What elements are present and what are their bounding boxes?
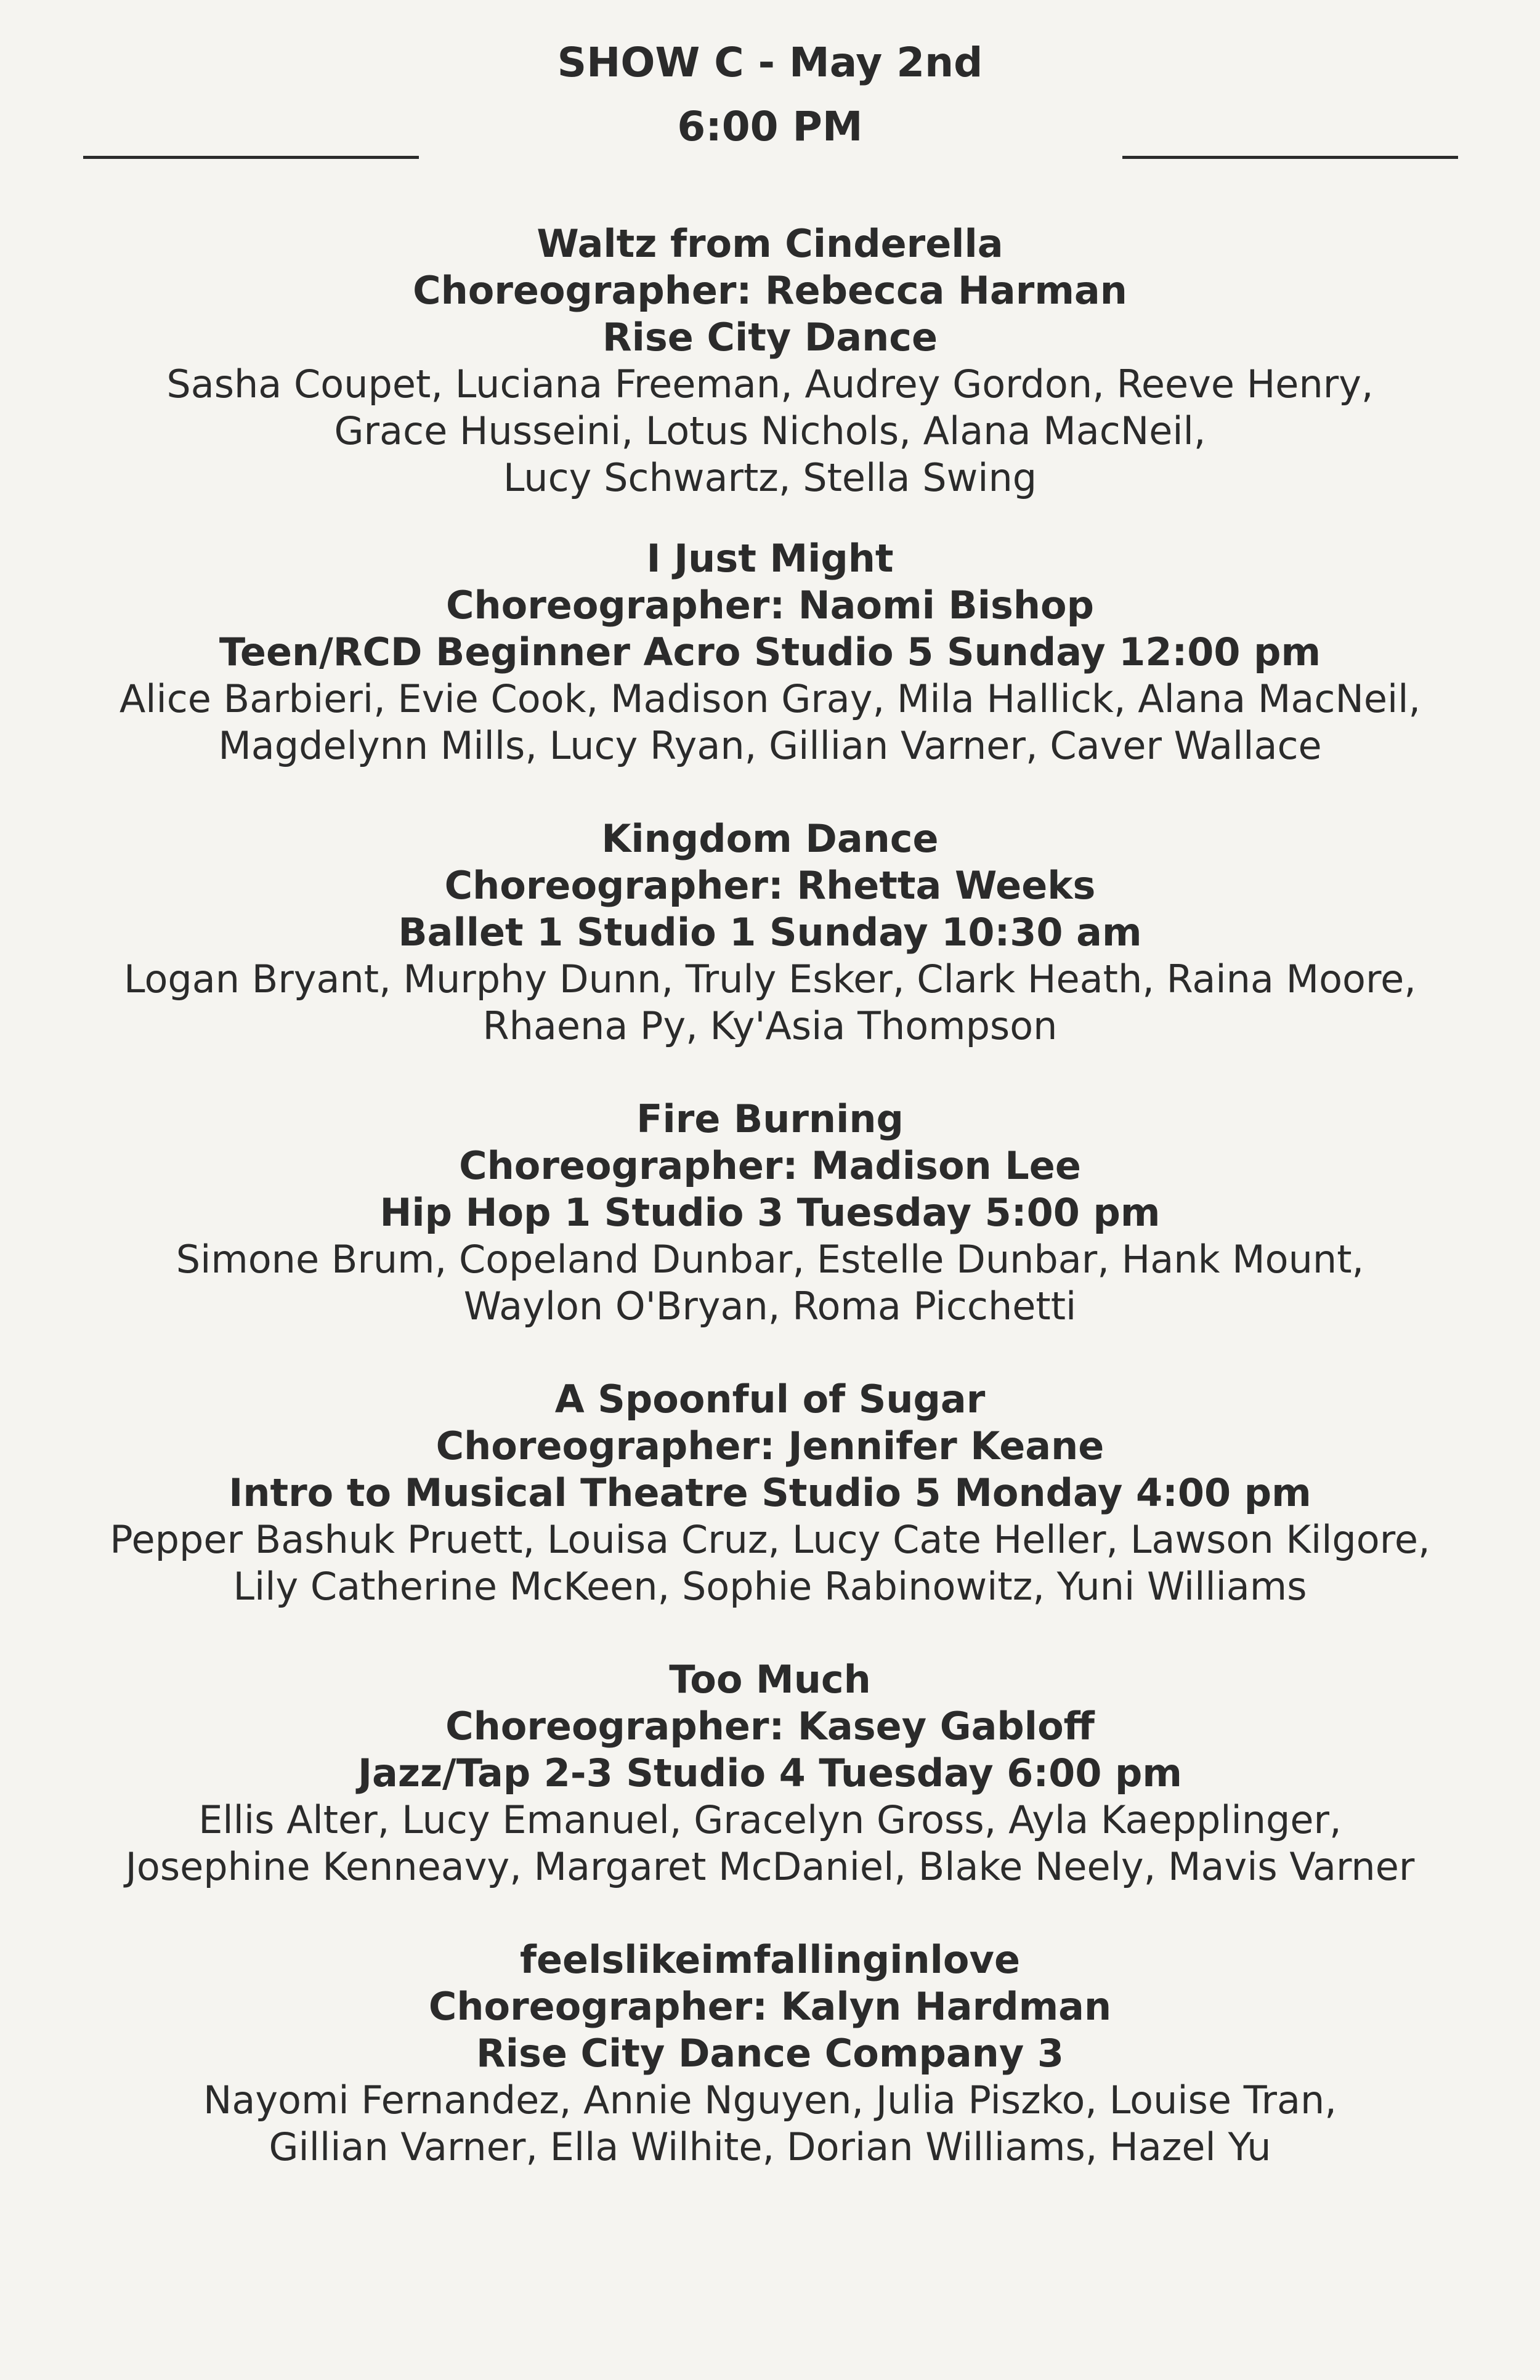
act-dancers bbox=[62, 956, 1478, 1050]
dancers-line: Logan Bryant, Murphy Dunn, Truly Esker, Clark Heath, Raina Moore, bbox=[124, 957, 1416, 1002]
act-a-spoonful-of-sugar bbox=[62, 1376, 1478, 1610]
dancers-line: Simone Brum, Copeland Dunbar, Estelle Dunbar, Hank Mount, bbox=[176, 1237, 1364, 1282]
act-group: Teen/RCD Beginner Acro Studio 5 Sunday 12:00 pm bbox=[219, 629, 1321, 674]
act-choreographer: Choreographer: Kalyn Hardman bbox=[428, 1984, 1112, 2029]
dancers-line: Lily Catherine McKeen, Sophie Rabinowitz, Yuni Williams bbox=[233, 1564, 1307, 1609]
dancers-line: Magdelynn Mills, Lucy Ryan, Gillian Varner, Caver Wallace bbox=[218, 723, 1322, 768]
act-group: Rise City Dance bbox=[602, 315, 938, 360]
header-rule-right bbox=[1122, 156, 1458, 159]
dancers-line: Waylon O'Bryan, Roma Picchetti bbox=[463, 1284, 1077, 1329]
act-group: Jazz/Tap 2-3 Studio 4 Tuesday 6:00 pm bbox=[357, 1751, 1183, 1795]
act-choreographer: Choreographer: Madison Lee bbox=[459, 1143, 1081, 1188]
dancers-line: Gillian Varner, Ella Wilhite, Dorian Williams, Hazel Yu bbox=[269, 2124, 1271, 2169]
act-group: Intro to Musical Theatre Studio 5 Monday 4:00 pm bbox=[229, 1470, 1311, 1515]
act-i-just-might bbox=[62, 535, 1478, 769]
act-group: Rise City Dance Company 3 bbox=[476, 2031, 1064, 2076]
act-fire-burning bbox=[62, 1096, 1478, 1330]
act-title: A Spoonful of Sugar bbox=[554, 1377, 986, 1422]
show-time: 6:00 PM bbox=[677, 103, 863, 150]
program-list bbox=[62, 221, 1478, 2217]
act-dancers bbox=[62, 2077, 1478, 2171]
dancers-line: Ellis Alter, Lucy Emanuel, Gracelyn Gross, Ayla Kaepplinger, bbox=[198, 1797, 1342, 1842]
act-choreographer: Choreographer: Naomi Bishop bbox=[445, 583, 1095, 628]
act-waltz-from-cinderella bbox=[62, 221, 1478, 501]
act-title: Kingdom Dance bbox=[601, 816, 939, 861]
act-kingdom-dance bbox=[62, 816, 1478, 1050]
header-rule-left bbox=[83, 156, 419, 159]
act-dancers bbox=[62, 361, 1478, 501]
dancers-line: Lucy Schwartz, Stella Swing bbox=[503, 455, 1037, 500]
act-choreographer: Choreographer: Kasey Gabloff bbox=[445, 1704, 1095, 1749]
dancers-line: Nayomi Fernandez, Annie Nguyen, Julia Piszko, Louise Tran, bbox=[203, 2078, 1337, 2123]
show-title: SHOW C - May 2nd bbox=[557, 39, 983, 86]
act-group: Hip Hop 1 Studio 3 Tuesday 5:00 pm bbox=[379, 1190, 1161, 1235]
act-choreographer: Choreographer: Jennifer Keane bbox=[436, 1423, 1104, 1468]
act-feelslikeimfallinginlove bbox=[62, 1937, 1478, 2171]
dancers-line: Sasha Coupet, Luciana Freeman, Audrey Gordon, Reeve Henry, bbox=[166, 362, 1374, 407]
dancers-line: Rhaena Py, Ky'Asia Thompson bbox=[482, 1003, 1058, 1048]
act-title: Waltz from Cinderella bbox=[537, 221, 1003, 266]
act-choreographer: Choreographer: Rhetta Weeks bbox=[444, 863, 1096, 908]
dancers-line: Alice Barbieri, Evie Cook, Madison Gray, Mila Hallick, Alana MacNeil, bbox=[119, 676, 1421, 721]
dancers-line: Pepper Bashuk Pruett, Louisa Cruz, Lucy Cate Heller, Lawson Kilgore, bbox=[110, 1517, 1430, 1562]
act-dancers bbox=[62, 1516, 1478, 1610]
act-dancers bbox=[62, 1797, 1478, 1890]
dancers-line: Josephine Kenneavy, Margaret McDaniel, Blake Neely, Mavis Varner bbox=[125, 1844, 1415, 1889]
act-dancers bbox=[62, 1236, 1478, 1330]
act-title: feelslikeimfallinginlove bbox=[520, 1937, 1020, 1982]
act-dancers bbox=[62, 676, 1478, 769]
act-group: Ballet 1 Studio 1 Sunday 10:30 am bbox=[398, 910, 1142, 955]
show-header bbox=[0, 31, 1540, 159]
dancers-line: Grace Husseini, Lotus Nichols, Alana MacNeil, bbox=[334, 408, 1206, 453]
act-title: I Just Might bbox=[646, 536, 894, 581]
act-choreographer: Choreographer: Rebecca Harman bbox=[413, 268, 1127, 313]
act-title: Fire Burning bbox=[636, 1096, 904, 1141]
act-title: Too Much bbox=[669, 1657, 871, 1702]
act-too-much bbox=[62, 1656, 1478, 1890]
